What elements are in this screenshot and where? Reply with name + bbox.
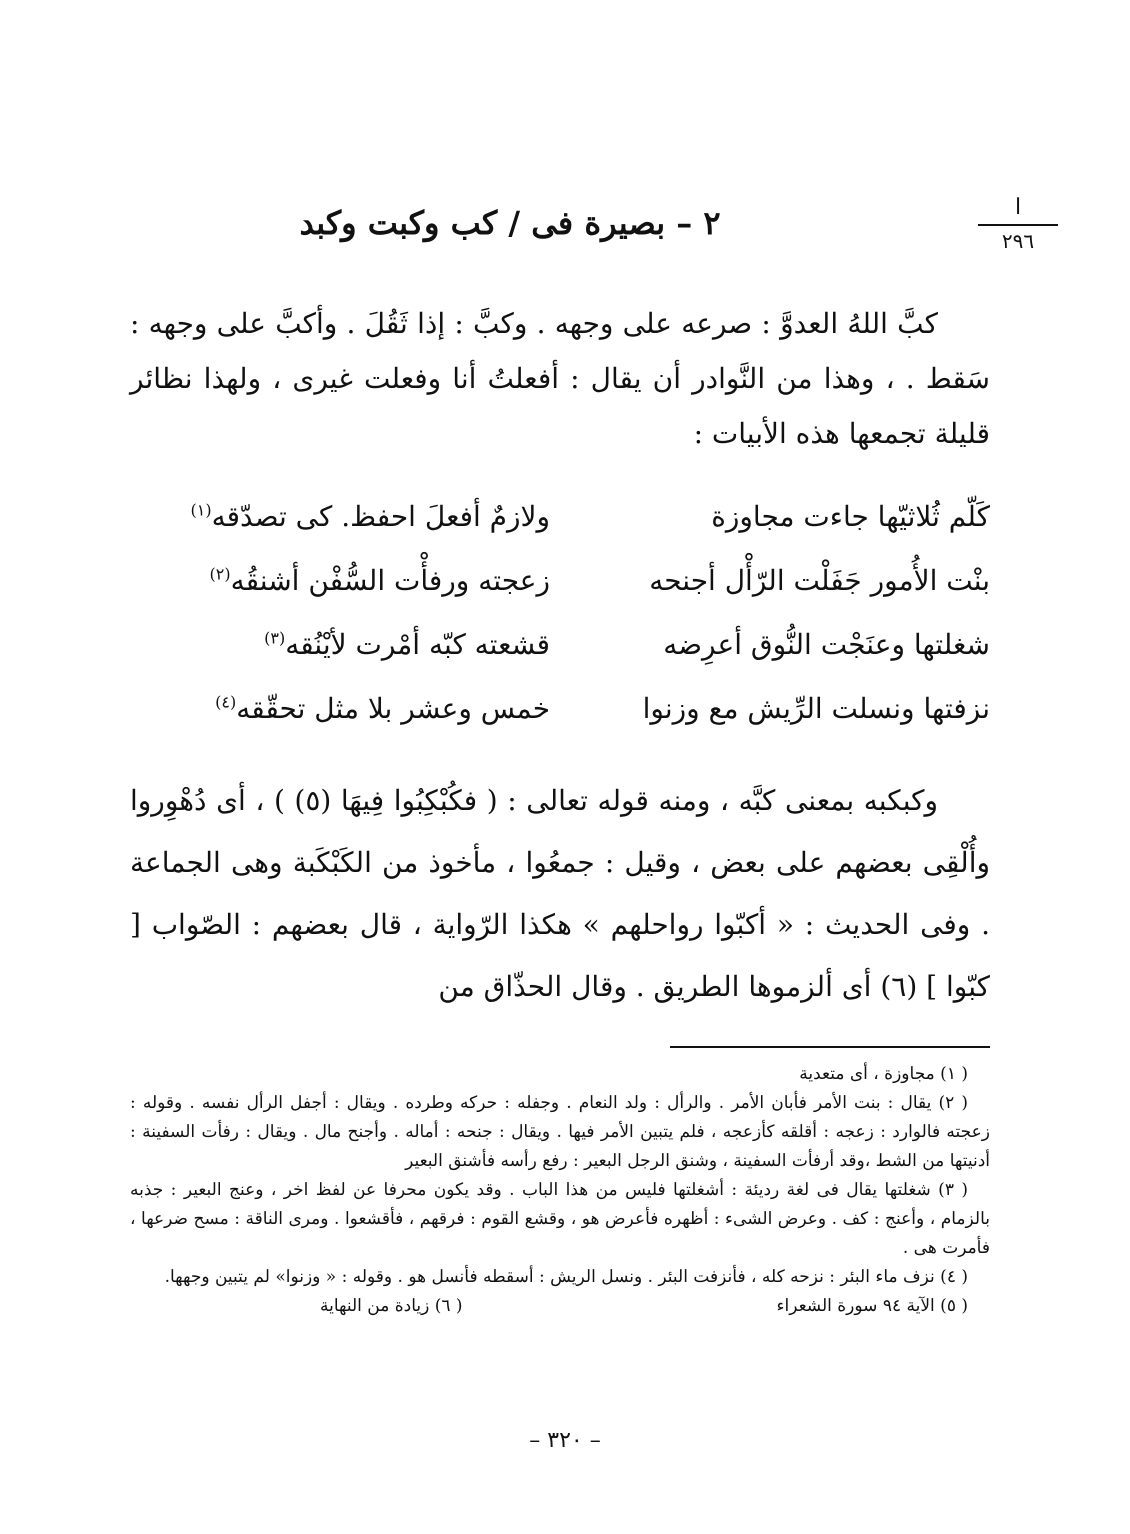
footnote-pair <box>130 1292 990 1321</box>
footnote-divider <box>670 1046 990 1048</box>
footnote-mark: (٤) <box>215 692 237 712</box>
verse-line <box>130 564 990 628</box>
verse-line <box>130 628 990 692</box>
verse-hemistich-first: بنْت الأُمور جَفَلْت الرّأْل أجنحه <box>649 564 990 597</box>
intro-text: كبَّ اللهُ العدوَّ : صرعه على وجهه . وكبَّ : إذا ثَقُلَ . وأكبَّ على وجهه : سَقط . ، وهذا من النَّوادر أن يقال : أفعلتُ أنا وفعلت غيرى ، ولهذا نظائر قليلة تجمعها هذه الأبيات : <box>130 307 990 450</box>
verse-block <box>130 500 990 756</box>
footnote-mark: (٣) <box>264 628 286 648</box>
verse-hemistich-second: قشعته كبّه أمْرت لأيْنُقه$^{(٣)}$ <box>264 628 550 661</box>
page-number: – ٣٢٠ – <box>529 1428 601 1453</box>
main-text: وكبكبه بمعنى كبَّه ، ومنه قوله تعالى : ( فكُبْكِبُوا فِيهَا (٥) ) ، أى دُهْوِروا وأُلْقِى بعضهم على بعض ، وقيل : جمعُوا ، مأخوذ من الكَبْكَبة وهى الجماعة . وفى الحديث : « أكبّوا رواحلهم » هكذا الرّواية ، قال بعضهم : الصّواب [ كبّوا ] (٦) أى ألزموها الطريق . وقال الحذّاق من <box>130 784 990 1003</box>
footnote-3: ( ٣) شغلتها يقال فى لغة رديئة : أشغلتها فليس من هذا الباب . وقد يكون محرفا عن لفظ اخر ، وعنج البعير : جذبه بالزمام ، وأعنج : كف . وعرض الشىء : أظهره فأعرض هو ، وقشع القوم : فرقهم ، فأقشعوا . ومرى الناقة : مسح ضرعها ، فأمرت هى . <box>130 1180 990 1258</box>
verse-line <box>130 692 990 756</box>
verse-hemistich-second: ولازمٌ أفعلَ احفظ. كى تصدّقه$^{(١)}$ <box>190 500 550 533</box>
main-paragraph <box>130 770 990 1018</box>
verse-hemistich-first: شغلتها وعنَجْت النُّوق أعرِضه <box>663 628 990 661</box>
footnote-4: ( ٤) نزف ماء البئر : نزحه كله ، فأنزفت البئر . ونسل الريش : أسقطه فأنسل هو . وقوله : « وزنوا» لم يتبين وجهها. <box>164 1267 968 1287</box>
margin-reference-bottom: ٢٩٦ <box>1001 229 1035 254</box>
verse-line <box>130 500 990 564</box>
margin-reference-top: ا <box>978 196 1058 226</box>
verse-hemistich-second: خمس وعشر بلا مثل تحقّقه$^{(٤)}$ <box>215 692 550 725</box>
footnotes <box>130 1060 990 1321</box>
verse-hemistich-first: كَلّم ثُلاثيّها جاءت مجاوزة <box>711 500 990 533</box>
section-title: ٢ – بصيرة فى / كب وكبت وكبد <box>299 204 721 242</box>
verse-hemistich-first: نزفتها ونسلت الرِّيش مع وزنوا <box>642 692 990 725</box>
footnote-1: ( ١) مجاوزة ، أى متعدية <box>799 1064 968 1084</box>
footnote-6: ( ٦) زيادة من النهاية <box>320 1296 463 1316</box>
footnote-2: ( ٢) يقال : بنت الأمر فأبان الأمر . والرأل : ولد النعام . وجفله : حركه وطرده . ويقال : أجفل الرأل نفسه . وقوله : زعجته فالوارد : زعجه : أقلقه كأزعجه ، فلم يتبين الأمر فيها . ويقال : جنحه : أماله . وأجنح مال . ويقال : رفأت السفينة : أدنيتها من الشط ،وقد أرفأت السفينة ، وشنق الرجل البعير : رفع رأسه فأشنق البعير <box>130 1093 990 1171</box>
footnote-mark: (٢) <box>209 564 231 584</box>
verse-hemistich-second: زعجته ورفأْت السُّفْن أشنقُه$^{(٢)}$ <box>209 564 550 597</box>
intro-paragraph <box>130 296 990 461</box>
footnote-mark: (١) <box>190 500 212 520</box>
footnote-5: ( ٥) الآية ٩٤ سورة الشعراء <box>776 1296 968 1316</box>
margin-reference <box>978 196 1058 252</box>
